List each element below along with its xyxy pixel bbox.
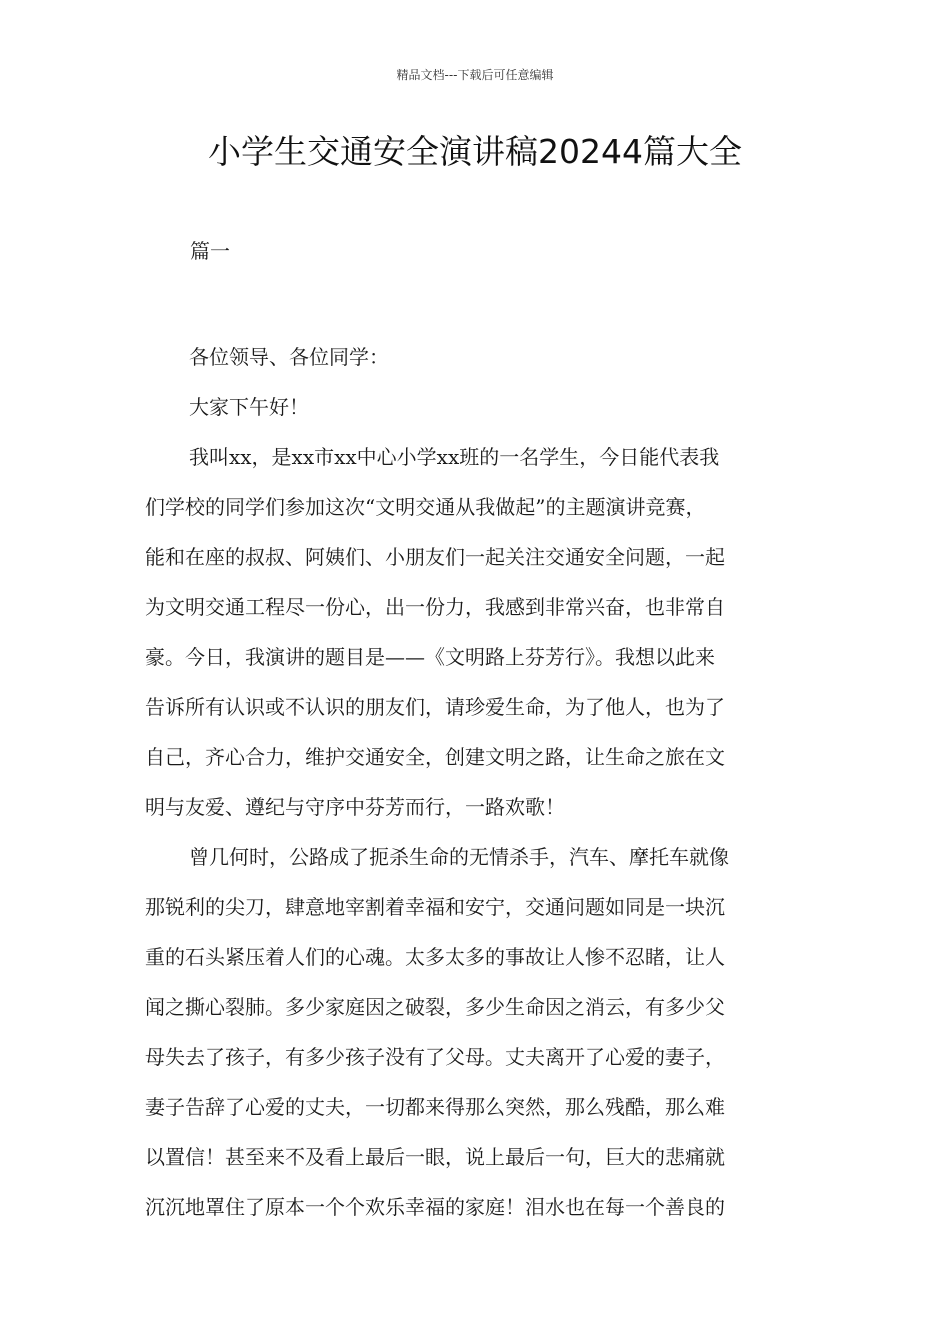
paragraph-line: 我叫xx，是xx市xx中心小学xx班的一名学生，今日能代表我 [189,445,720,469]
paragraph-line: 们学校的同学们参加这次“文明交通从我做起”的主题演讲竞赛， [145,495,706,519]
paragraph-line: 闻之撕心裂肺。多少家庭因之破裂，多少生命因之消云，有多少父 [145,995,725,1019]
paragraph-line: 妻子告辞了心爱的丈夫，一切都来得那么突然，那么残酷，那么难 [145,1095,725,1119]
body-text [145,332,815,1232]
header-note: 精品文档---下载后可任意编辑 [396,68,554,82]
paragraph-line: 能和在座的叔叔、阿姨们、小朋友们一起关注交通安全问题，一起 [145,545,725,569]
paragraph-line: 以置信！甚至来不及看上最后一眼，说上最后一句，巨大的悲痛就 [145,1145,725,1169]
section-label: 篇一 [190,239,230,263]
paragraph-line: 那锐利的尖刀，肆意地宰割着幸福和安宁，交通问题如同是一块沉 [145,895,725,919]
paragraph-line: 曾几何时，公路成了扼杀生命的无情杀手，汽车、摩托车就像 [189,845,729,869]
document-title: 小学生交通安全演讲稿20244篇大全 [208,132,742,171]
paragraph-line: 沉沉地罩住了原本一个个欢乐幸福的家庭！泪水也在每一个善良的 [145,1195,725,1219]
paragraph-line: 告诉所有认识或不认识的朋友们，请珍爱生命，为了他人，也为了 [145,695,725,719]
paragraph-line: 大家下午好！ [189,395,309,419]
paragraph-line: 各位领导、各位同学： [189,345,389,369]
paragraph-line: 明与友爱、遵纪与守序中芬芳而行，一路欢歌！ [145,795,565,819]
paragraph-line: 重的石头紧压着人们的心魂。太多太多的事故让人惨不忍睹，让人 [145,945,725,969]
paragraph-line: 豪。今日，我演讲的题目是——《文明路上芬芳行》。我想以此来 [145,645,715,669]
paragraph-line: 为文明交通工程尽一份心，出一份力，我感到非常兴奋，也非常自 [145,595,725,619]
paragraph-line: 自己，齐心合力，维护交通安全，创建文明之路，让生命之旅在文 [145,745,725,769]
paragraph-line: 母失去了孩子，有多少孩子没有了父母。丈夫离开了心爱的妻子， [145,1045,725,1069]
